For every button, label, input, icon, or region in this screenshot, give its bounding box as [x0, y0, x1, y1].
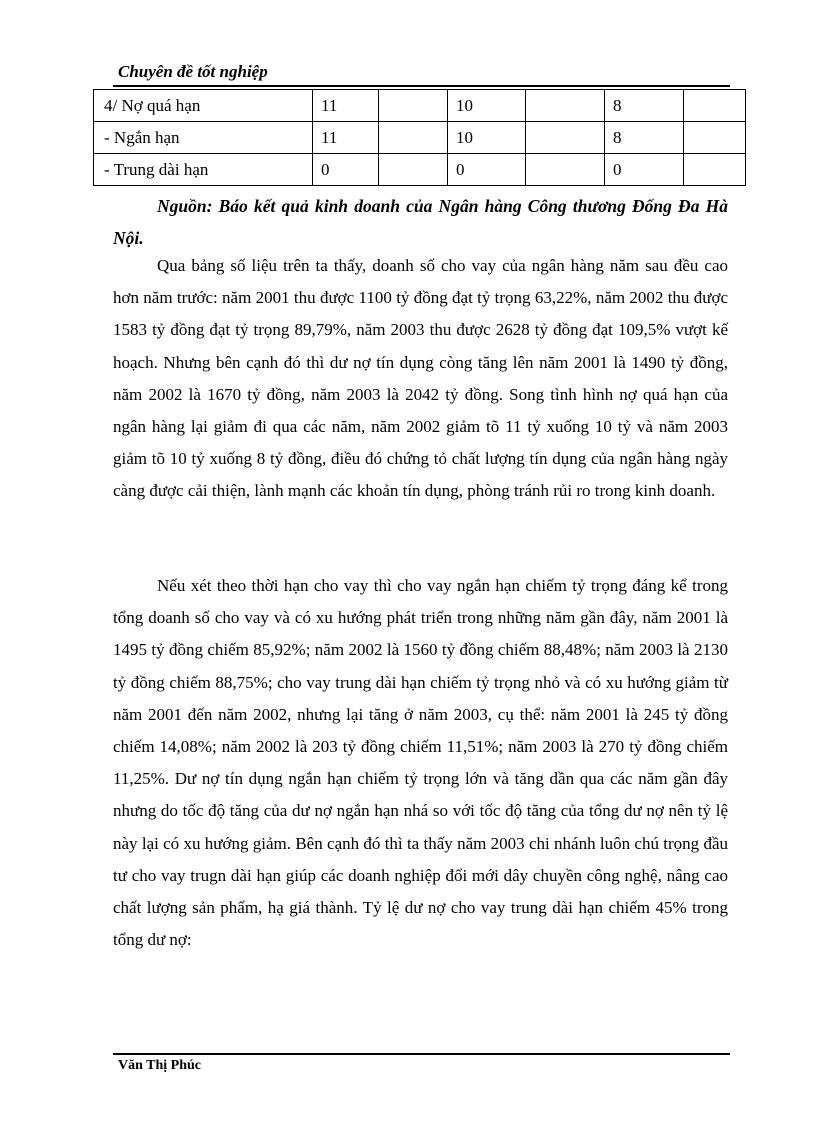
table-cell: 0: [605, 154, 684, 186]
table-cell: 11: [313, 90, 379, 122]
body-paragraph: Nếu xét theo thời hạn cho vay thì cho vay ngắn hạn chiếm tỷ trọng đáng kể trong tổng doanh số cho vay và có xu hướng phát triển trong những năm gần đây, năm 2001 là 1495 tỷ đồng chiếm 85,92%; năm 2002 là 1560 tỷ đồng chiếm 88,48%; năm 2003 là 2130 tỷ đồng chiếm 88,75%; cho vay trung dài hạn chiếm tỷ trọng nhỏ và có xu hướng giảm từ năm 2001 đến năm 2002, nhưng lại tăng ở năm 2003, cụ thể: năm 2001 là 245 tỷ đồng chiếm 14,08%; năm 2002 là 203 tỷ đồng chiếm 11,51%; năm 2003 là 270 tỷ đồng chiếm 11,25%. Dư nợ tín dụng ngắn hạn chiếm tỷ trọng lớn và tăng dần qua các năm gần đây nhưng do tốc độ tăng của dư nợ ngắn hạn nhá so với tốc độ tăng của tổng dư nợ nên tỷ lệ này lại có xu hướng giảm. Bên cạnh đó thì ta thấy năm 2003 chi nhánh luôn chú trọng đầu tư cho vay trugn dài hạn giúp các doanh nghiệp đổi mới dây chuyền công nghệ, nâng cao chất lượng sản phẩm, hạ giá thành. Tỷ lệ dư nợ cho vay trung dài hạn chiếm 45% trong tổng dư nợ:: [113, 576, 728, 950]
table-cell: 0: [313, 154, 379, 186]
table-cell: 4/ Nợ quá hạn: [94, 90, 313, 122]
table-cell: [684, 90, 746, 122]
table-cell: [526, 122, 605, 154]
table-cell: 8: [605, 90, 684, 122]
table-cell: [684, 154, 746, 186]
table-cell: 8: [605, 122, 684, 154]
table-cell: - Trung dài hạn: [94, 154, 313, 186]
table-cell: 11: [313, 122, 379, 154]
table-source-note: Nguồn: Báo kết quả kinh doanh của Ngân hàng Công thương Đống Đa Hà Nội.: [113, 196, 728, 248]
table-cell: [379, 90, 448, 122]
loan-table: [93, 89, 746, 186]
table-row: [94, 122, 746, 154]
table-cell: [379, 154, 448, 186]
table-row: [94, 90, 746, 122]
table-cell: 10: [448, 90, 526, 122]
footer-author: Văn Thị Phúc: [118, 1058, 201, 1073]
table-cell: [684, 122, 746, 154]
table-cell: [526, 90, 605, 122]
page-header-title: Chuyên đề tốt nghiệp: [118, 62, 268, 81]
table-cell: 0: [448, 154, 526, 186]
table-row: [94, 154, 746, 186]
table-cell: [526, 154, 605, 186]
footer-divider: [113, 1053, 730, 1055]
body-paragraph: Qua bảng số liệu trên ta thấy, doanh số cho vay của ngân hàng năm sau đều cao hơn năm trước: năm 2001 thu được 1100 tỷ đồng đạt tỷ trọng 63,22%, năm 2002 thu được 1583 tỷ đồng đạt tỷ trọng 89,79%, năm 2003 thu được 2628 tỷ đồng đạt 109,5% vượt kế hoạch. Nhưng bên cạnh đó thì dư nợ tín dụng còng tăng lên năm 2001 là 1490 tỷ đồng, năm 2002 là 1670 tỷ đồng, năm 2003 là 2042 tỷ đồng. Song tình hình nợ quá hạn của ngân hàng lại giảm đi qua các năm, năm 2002 giảm tõ 11 tỷ xuống 10 tỷ và năm 2003 giảm tõ 10 tỷ xuống 8 tỷ đồng, điều đó chứng tỏ chất lượng tín dụng của ngân hàng ngày càng được cải thiện, lành mạnh các khoản tín dụng, phòng tránh rủi ro trong kinh doanh.: [113, 256, 728, 501]
header-divider: [113, 85, 730, 87]
table-cell: [379, 122, 448, 154]
table-cell: 10: [448, 122, 526, 154]
table-cell: - Ngắn hạn: [94, 122, 313, 154]
